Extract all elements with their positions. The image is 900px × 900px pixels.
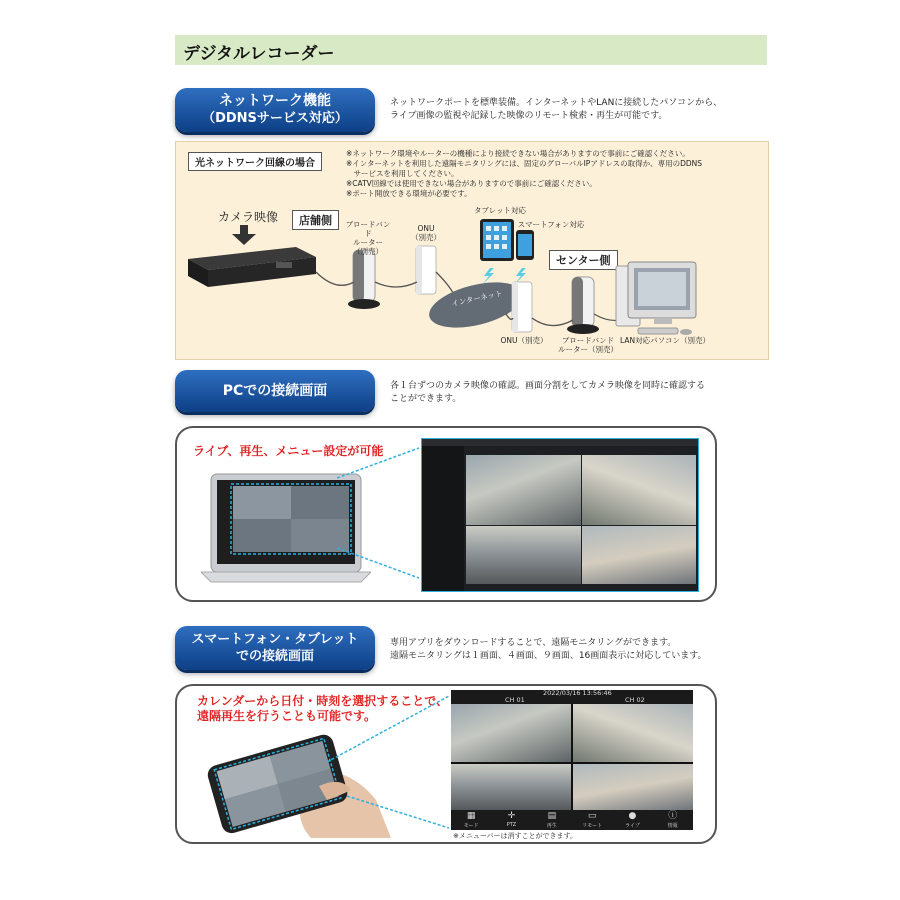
network-description bbox=[390, 97, 770, 123]
app-menu-bar bbox=[451, 810, 693, 830]
note-line: ※ネットワーク環境やルーターの機種により接続できない場合がありますので事前にご確認ください。 bbox=[346, 149, 690, 158]
ptz-icon: ✛ bbox=[507, 811, 516, 821]
menu-info-button[interactable] bbox=[653, 810, 693, 830]
grid-icon: ▦ bbox=[466, 811, 476, 821]
pc-pill-label: PCでの接続画面 bbox=[222, 383, 328, 399]
smartphone-icon bbox=[516, 230, 534, 260]
center-side-label: センター側 bbox=[549, 250, 618, 270]
camera-tile bbox=[582, 455, 696, 525]
router1-label-line: （別売） bbox=[353, 247, 383, 256]
camera-tile bbox=[466, 526, 581, 584]
menu-label: 再生 bbox=[546, 823, 557, 829]
menu-label: ライブ bbox=[625, 823, 640, 829]
pc-desc-line2: ことができます。 bbox=[390, 394, 462, 404]
pc-caption: ライブ、再生、メニュー設定が可能 bbox=[193, 444, 384, 458]
desktop-pc-icon bbox=[616, 262, 696, 335]
menu-label: PTZ bbox=[506, 822, 517, 828]
camera-tile bbox=[451, 764, 571, 810]
internet-label: インターネット bbox=[450, 288, 504, 309]
camera-tile bbox=[451, 704, 571, 762]
channel-1-label: CH 01 bbox=[505, 696, 525, 704]
mobile-screen-pill bbox=[175, 626, 375, 670]
mobile-description bbox=[390, 637, 770, 663]
down-arrow-icon bbox=[232, 225, 256, 245]
router-icon bbox=[567, 277, 599, 334]
camera-tile bbox=[573, 704, 693, 762]
viewer-titlebar bbox=[422, 439, 698, 446]
network-feature-pill bbox=[175, 88, 375, 132]
camera-tile bbox=[582, 526, 696, 584]
onu1-label-line: ONU bbox=[417, 224, 435, 233]
menu-live-button[interactable] bbox=[612, 810, 652, 830]
note-line: ※CATV回線では使用できない場合がありますので事前にご確認ください。 bbox=[346, 179, 597, 188]
mobile-screen-panel bbox=[175, 684, 717, 844]
menu-label: 情報 bbox=[667, 823, 678, 829]
microphone-icon: ● bbox=[628, 811, 637, 821]
onu1-label-line: （別売） bbox=[411, 233, 441, 242]
network-pill-line1: ネットワーク機能 bbox=[219, 93, 331, 109]
pc-description bbox=[390, 380, 770, 406]
network-desc-line2: ライブ画像の監視や記録した映像のリモート検索・再生が可能です。 bbox=[390, 111, 668, 121]
info-icon: ⓘ bbox=[668, 811, 678, 821]
pc-viewer-screenshot bbox=[421, 438, 699, 592]
onu-icon bbox=[512, 282, 532, 332]
mobile-pill-line1: スマートフォン・タブレット bbox=[191, 632, 359, 647]
tablet-label: タブレット対応 bbox=[473, 206, 527, 215]
onu-icon bbox=[416, 246, 436, 294]
onu1-label bbox=[408, 224, 444, 242]
timestamp: 2022/03/16 13:56:46 bbox=[543, 689, 612, 697]
menu-mode-button[interactable] bbox=[451, 810, 491, 830]
pc-screen-panel bbox=[175, 426, 717, 602]
camera-label: カメラ映像 bbox=[218, 210, 279, 224]
mobile-caption-line1: カレンダーから日付・時刻を選択することで、 bbox=[197, 694, 448, 708]
mobile-desc-line2: 遠隔モニタリングは１画面、４画面、９画面、16画面表示に対応しています。 bbox=[390, 651, 707, 661]
store-side-label: 店舗側 bbox=[292, 210, 339, 230]
network-illustration bbox=[176, 142, 768, 359]
page-header bbox=[175, 35, 767, 65]
note-line: サービスを利用してください。 bbox=[346, 169, 459, 178]
onu2-label: ONU（別売） bbox=[500, 336, 548, 345]
router1-label-line: ルーター bbox=[353, 238, 383, 247]
smartphone-label: スマートフォン対応 bbox=[517, 220, 585, 229]
zoom-connector bbox=[337, 438, 427, 588]
network-diagram bbox=[175, 141, 769, 360]
menu-playback-button[interactable] bbox=[532, 810, 572, 830]
tablet-icon bbox=[480, 219, 514, 261]
case-label: 光ネットワーク回線の場合 bbox=[188, 152, 322, 171]
mobile-pill-line2: での接続画面 bbox=[235, 649, 314, 664]
mobile-desc-line1: 専用アプリをダウンロードすることで、遠隔モニタリングができます。 bbox=[390, 638, 677, 648]
menu-remote-button[interactable] bbox=[572, 810, 612, 830]
router-icon bbox=[348, 250, 380, 309]
menu-label: リモート bbox=[582, 823, 603, 829]
network-pill-line2: （DDNSサービス対応） bbox=[202, 111, 348, 126]
router2-label bbox=[556, 336, 620, 354]
channel-2-label: CH 02 bbox=[625, 696, 645, 704]
network-desc-line1: ネットワークポートを標準装備。インターネットやLANに接続したパソコンから、 bbox=[390, 98, 723, 108]
router1-label-line: ブロードバンド bbox=[345, 220, 391, 238]
zoom-connector bbox=[317, 692, 457, 832]
menu-ptz-button[interactable] bbox=[491, 810, 531, 830]
menu-footnote: ※メニューバーは消すことができます。 bbox=[453, 832, 577, 840]
pc-screen-pill bbox=[175, 370, 375, 412]
note-line: ※インターネットを利用した遠隔モニタリングには、固定のグローバルIPアドレスの取得か、専用のDDNS bbox=[346, 159, 703, 168]
page-title: デジタルレコーダー bbox=[183, 44, 335, 64]
mobile-app-screenshot bbox=[451, 690, 693, 830]
viewer-sidebar bbox=[422, 446, 464, 591]
pc-desc-line1: 各１台ずつのカメラ映像の確認。画面分割をしてカメラ映像を同時に確認する bbox=[390, 381, 706, 391]
screen-icon: ▭ bbox=[587, 811, 597, 821]
app-header bbox=[451, 690, 693, 704]
recorder-device-icon bbox=[188, 247, 316, 287]
router1-label bbox=[342, 220, 394, 256]
camera-tile bbox=[573, 764, 693, 810]
mobile-caption-line2: 遠隔再生を行うことも可能です。 bbox=[197, 709, 377, 723]
menu-label: モード bbox=[463, 823, 479, 829]
router2-label-line: ブロードバンド bbox=[561, 336, 615, 345]
note-line: ※ポート開放できる環境が必要です。 bbox=[346, 189, 472, 198]
wireless-icon bbox=[482, 268, 494, 285]
camera-tile bbox=[466, 455, 581, 525]
router2-label-line: ルーター（別売） bbox=[558, 345, 618, 354]
film-icon: ▤ bbox=[547, 811, 557, 821]
pc-label: LAN対応パソコン（別売） bbox=[620, 336, 710, 345]
